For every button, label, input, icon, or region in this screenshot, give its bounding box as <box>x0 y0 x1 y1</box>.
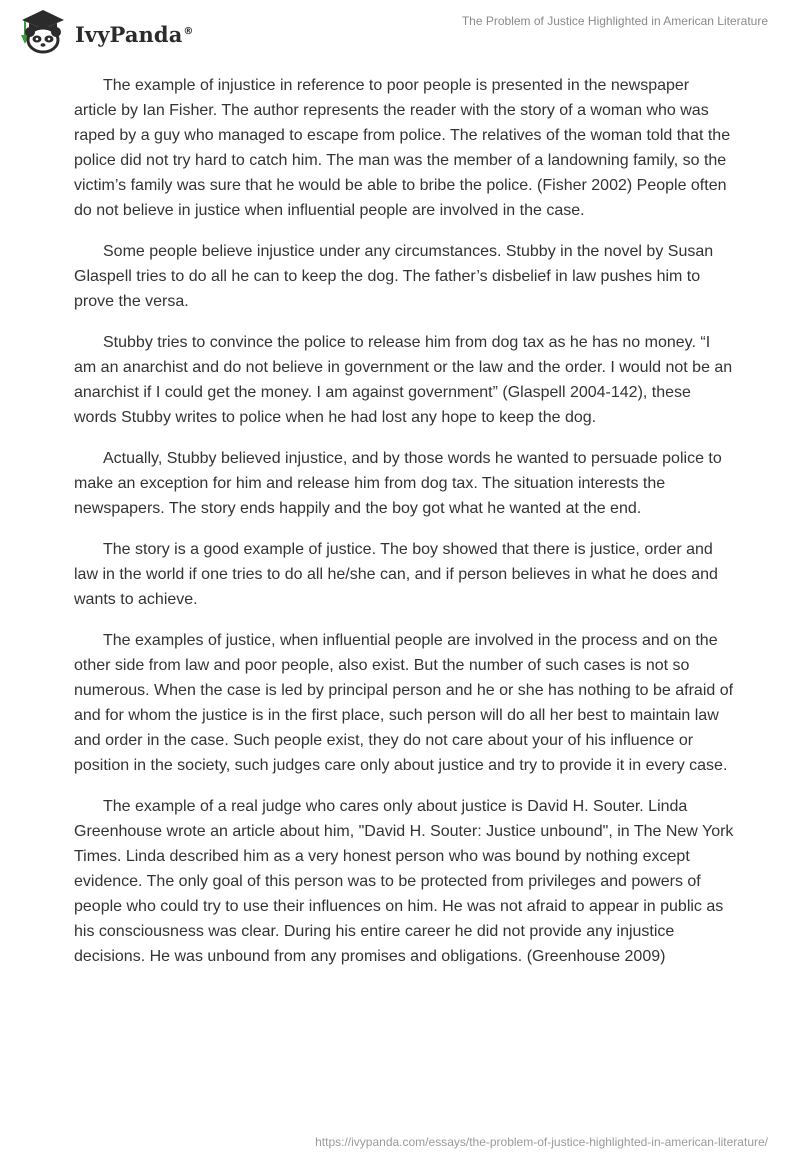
page-header <box>0 0 800 60</box>
paragraph: The example of a real judge who cares only about justice is David H. Souter. Linda Greenhouse wrote an article about him, "David H. Souter: Justice unbound", in The New York Times. Linda described him as a very honest person who was bound by nothing except evidence. The only goal of this person was to be protected from privileges and powers of people who could try to use their influences on him. He was not afraid to appear in public as his consciousness was clear. During his entire career he did not provide any injustice decisions. He was unbound from any promises and obligations. (Greenhouse 2009) <box>74 798 734 965</box>
paragraph: The example of injustice in reference to poor people is presented in the newspaper article by Ian Fisher. The author represents the reader with the story of a woman who was raped by a guy who managed to escape from police. The relatives of the woman told that the police did not try hard to catch him. The man was the member of a landowning family, so the victim’s family was sure that he would be able to bribe the police. (Fisher 2002) People often do not believe in justice when influential people are involved in the case. <box>74 77 731 219</box>
paragraph: Some people believe injustice under any circumstances. Stubby in the novel by Susan Glaspell tries to do all he can to keep the dog. The father’s disbelief in law pushes him to prove the versa. <box>74 243 714 310</box>
registered-mark: ® <box>183 25 194 37</box>
paragraph: Stubby tries to convince the police to release him from dog tax as he has no money. “I am an anarchist and do not believe in government or the law and the order. I would not be an anarchist if I could get the money. I am against government” (Glaspell 2004-142), these words Stubby writes to police when he had lost any hope to keep the dog. <box>74 334 733 426</box>
paragraph: Actually, Stubby believed injustice, and by those words he wanted to persuade police to make an exception for him and release him from dog tax. The situation interests the newspapers. The story ends happily and the boy got what he wanted at the end. <box>74 450 722 517</box>
panda-graduation-cap-icon <box>14 8 72 54</box>
brand-logo[interactable] <box>14 8 194 54</box>
paragraph: The examples of justice, when influential people are involved in the process and on the other side from law and poor people, also exist. But the number of such cases is not so numerous. When the case is led by principal person and he or she has nothing to be afraid of and for whom the justice is in the first place, such person will do all her best to maintain law and order in the case. Such people exist, they do not care about your of his influence or position in the society, such judges care only about justice and try to provide it in every case. <box>74 632 734 774</box>
essay-body <box>74 73 734 985</box>
paragraph: The story is a good example of justice. The boy showed that there is justice, order and law in the world if one tries to do all he/she can, and if person believes in what he does and wants to achieve. <box>74 541 718 608</box>
document-title: The Problem of Justice Highlighted in American Literature <box>461 14 768 28</box>
source-url[interactable]: https://ivypanda.com/essays/the-problem-of-justice-highlighted-in-american-literature/ <box>315 1135 768 1149</box>
brand-name: IvyPanda® <box>75 21 194 47</box>
